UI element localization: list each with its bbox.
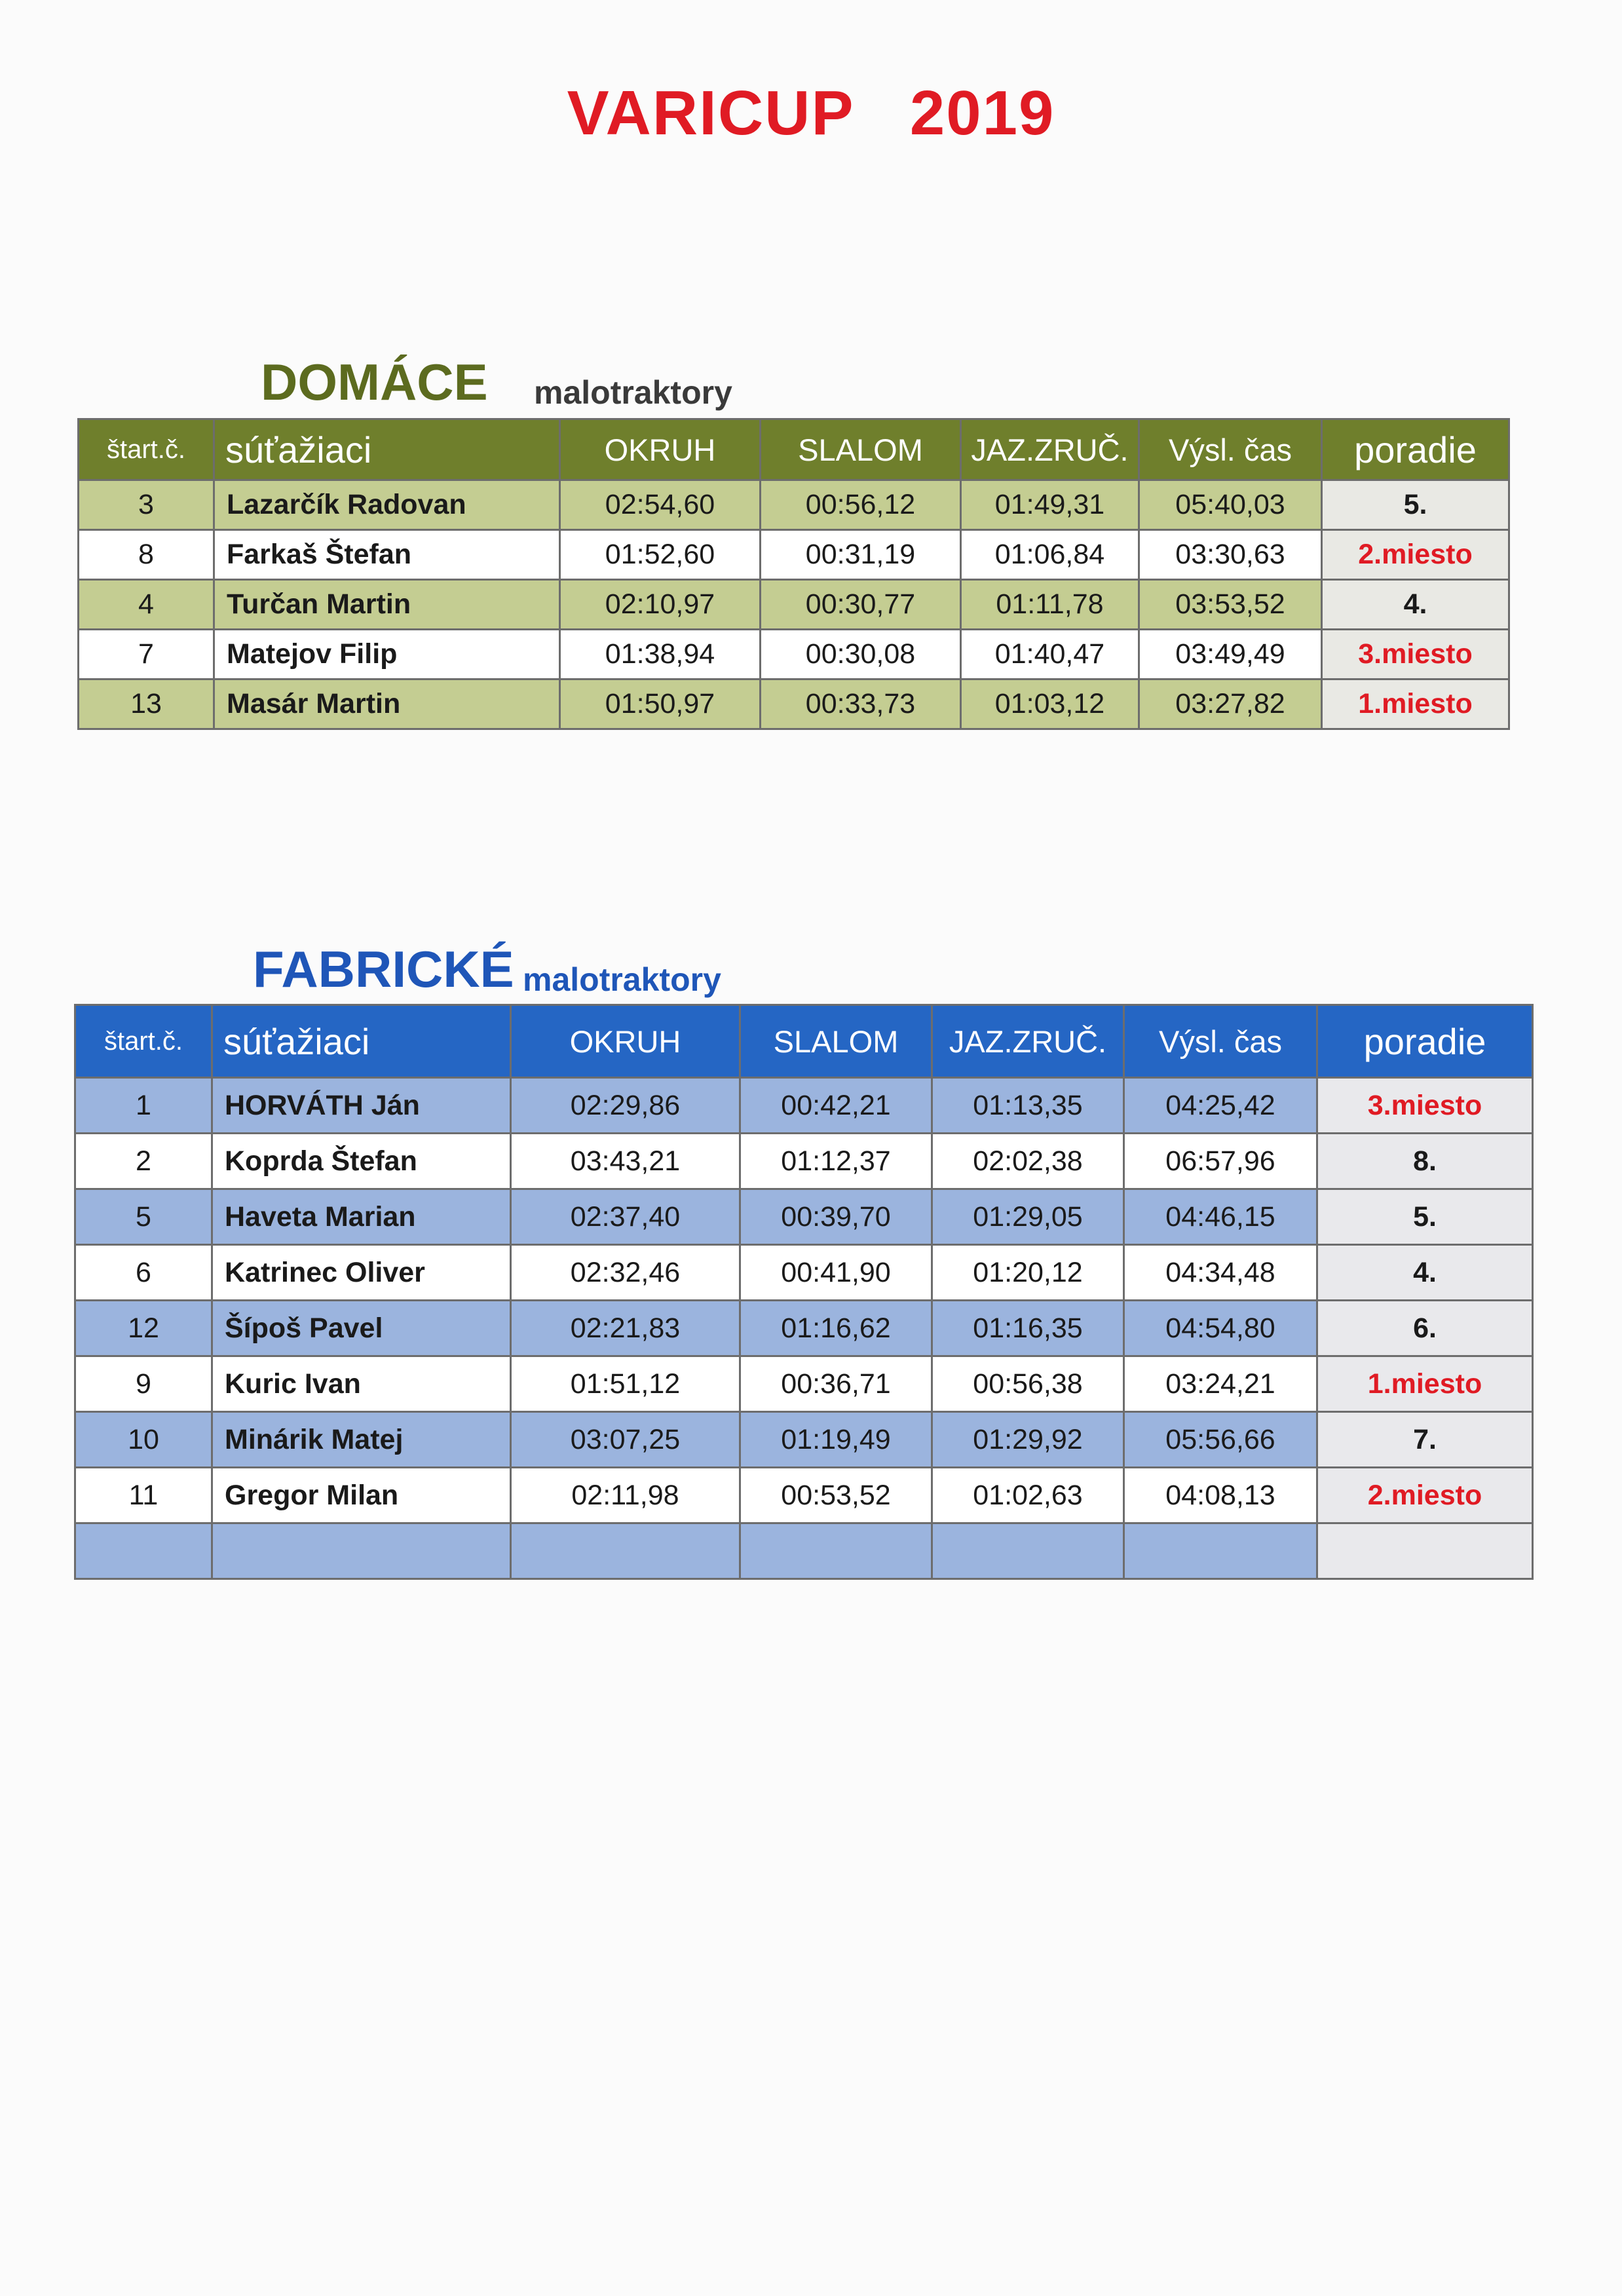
competitor-name-cell: Haveta Marian xyxy=(212,1189,511,1245)
competitor-name-cell: Gregor Milan xyxy=(212,1468,511,1523)
table-row xyxy=(79,630,1509,679)
total-time-cell: 03:53,52 xyxy=(1139,580,1322,630)
slalom-time-cell: 00:31,19 xyxy=(761,530,961,580)
jaz-zruc-time-cell: 01:20,12 xyxy=(932,1245,1124,1301)
jaz-zruc-time-cell: 01:02,63 xyxy=(932,1468,1124,1523)
jaz-zruc-time-cell: 01:16,35 xyxy=(932,1301,1124,1356)
table-row xyxy=(75,1301,1533,1356)
table-row xyxy=(75,1134,1533,1189)
rank-cell: 4. xyxy=(1322,580,1509,630)
table-row xyxy=(79,530,1509,580)
start-number-cell: 12 xyxy=(75,1301,212,1356)
total-time-cell: 05:40,03 xyxy=(1139,480,1322,530)
rank-cell: 5. xyxy=(1322,480,1509,530)
competitor-name-cell: Kuric Ivan xyxy=(212,1356,511,1412)
rank-cell: 1.miesto xyxy=(1322,679,1509,729)
slalom-time-cell: 00:53,52 xyxy=(740,1468,932,1523)
rank-cell: 5. xyxy=(1317,1189,1533,1245)
start-number-cell: 9 xyxy=(75,1356,212,1412)
jaz-zruc-time-cell: 01:13,35 xyxy=(932,1078,1124,1134)
okruh-time-cell: 02:54,60 xyxy=(560,480,761,530)
header-rank: poradie xyxy=(1322,419,1509,480)
total-time-cell xyxy=(1124,1523,1317,1579)
header-total-time: Výsl. čas xyxy=(1139,419,1322,480)
domace-table-body xyxy=(79,480,1509,729)
domace-results-table xyxy=(77,418,1510,730)
jaz-zruc-time-cell: 01:49,31 xyxy=(961,480,1139,530)
header-start-number: štart.č. xyxy=(75,1005,212,1078)
rank-cell xyxy=(1317,1523,1533,1579)
rank-cell: 8. xyxy=(1317,1134,1533,1189)
slalom-time-cell: 00:33,73 xyxy=(761,679,961,729)
competitor-name-cell: Farkaš Štefan xyxy=(214,530,560,580)
competitor-name-cell xyxy=(212,1523,511,1579)
header-slalom: SLALOM xyxy=(761,419,961,480)
rank-cell: 2.miesto xyxy=(1322,530,1509,580)
start-number-cell: 6 xyxy=(75,1245,212,1301)
start-number-cell: 11 xyxy=(75,1468,212,1523)
competitor-name-cell: HORVÁTH Ján xyxy=(212,1078,511,1134)
okruh-time-cell: 01:52,60 xyxy=(560,530,761,580)
rank-cell: 2.miesto xyxy=(1317,1468,1533,1523)
start-number-cell: 10 xyxy=(75,1412,212,1468)
header-okruh: OKRUH xyxy=(511,1005,740,1078)
slalom-time-cell: 00:56,12 xyxy=(761,480,961,530)
rank-cell: 4. xyxy=(1317,1245,1533,1301)
table-row xyxy=(75,1189,1533,1245)
header-competitors: súťažiaci xyxy=(212,1005,511,1078)
jaz-zruc-time-cell: 01:29,92 xyxy=(932,1412,1124,1468)
table-row xyxy=(75,1078,1533,1134)
jaz-zruc-time-cell: 01:03,12 xyxy=(961,679,1139,729)
okruh-time-cell: 02:11,98 xyxy=(511,1468,740,1523)
header-start-number: štart.č. xyxy=(79,419,214,480)
total-time-cell: 04:54,80 xyxy=(1124,1301,1317,1356)
slalom-time-cell: 00:39,70 xyxy=(740,1189,932,1245)
slalom-time-cell: 01:16,62 xyxy=(740,1301,932,1356)
start-number-cell: 13 xyxy=(79,679,214,729)
header-rank: poradie xyxy=(1317,1005,1533,1078)
slalom-time-cell: 00:30,77 xyxy=(761,580,961,630)
table-row xyxy=(75,1245,1533,1301)
start-number-cell: 5 xyxy=(75,1189,212,1245)
total-time-cell: 03:30,63 xyxy=(1139,530,1322,580)
slalom-time-cell: 00:36,71 xyxy=(740,1356,932,1412)
competitor-name-cell: Minárik Matej xyxy=(212,1412,511,1468)
table-row xyxy=(75,1356,1533,1412)
jaz-zruc-time-cell: 02:02,38 xyxy=(932,1134,1124,1189)
okruh-time-cell: 02:10,97 xyxy=(560,580,761,630)
rank-cell: 7. xyxy=(1317,1412,1533,1468)
slalom-time-cell: 01:12,37 xyxy=(740,1134,932,1189)
okruh-time-cell: 02:37,40 xyxy=(511,1189,740,1245)
slalom-time-cell: 00:42,21 xyxy=(740,1078,932,1134)
start-number-cell: 3 xyxy=(79,480,214,530)
competitor-name-cell: Katrinec Oliver xyxy=(212,1245,511,1301)
header-slalom: SLALOM xyxy=(740,1005,932,1078)
competitor-name-cell: Šípoš Pavel xyxy=(212,1301,511,1356)
start-number-cell: 2 xyxy=(75,1134,212,1189)
start-number-cell: 1 xyxy=(75,1078,212,1134)
rank-cell: 6. xyxy=(1317,1301,1533,1356)
fabricke-table-body xyxy=(75,1078,1533,1579)
table-row xyxy=(79,480,1509,530)
table-row xyxy=(75,1523,1533,1579)
start-number-cell: 7 xyxy=(79,630,214,679)
total-time-cell: 04:08,13 xyxy=(1124,1468,1317,1523)
slalom-time-cell: 00:30,08 xyxy=(761,630,961,679)
table-row xyxy=(75,1468,1533,1523)
competitor-name-cell: Matejov Filip xyxy=(214,630,560,679)
rank-cell: 3.miesto xyxy=(1322,630,1509,679)
jaz-zruc-time-cell: 01:29,05 xyxy=(932,1189,1124,1245)
okruh-time-cell xyxy=(511,1523,740,1579)
jaz-zruc-time-cell: 01:11,78 xyxy=(961,580,1139,630)
table-row xyxy=(75,1412,1533,1468)
fabricke-section-title: FABRICKÉ xyxy=(253,940,514,998)
okruh-time-cell: 02:21,83 xyxy=(511,1301,740,1356)
okruh-time-cell: 01:50,97 xyxy=(560,679,761,729)
table-header-row xyxy=(79,419,1509,480)
start-number-cell xyxy=(75,1523,212,1579)
jaz-zruc-time-cell: 00:56,38 xyxy=(932,1356,1124,1412)
domace-section-subtitle: malotraktory xyxy=(534,374,732,411)
table-header-row xyxy=(75,1005,1533,1078)
fabricke-section-subtitle: malotraktory xyxy=(523,961,721,998)
okruh-time-cell: 01:51,12 xyxy=(511,1356,740,1412)
competitor-name-cell: Turčan Martin xyxy=(214,580,560,630)
total-time-cell: 04:25,42 xyxy=(1124,1078,1317,1134)
header-competitors: súťažiaci xyxy=(214,419,560,480)
total-time-cell: 06:57,96 xyxy=(1124,1134,1317,1189)
page-title: VARICUP 2019 xyxy=(567,78,1055,148)
header-total-time: Výsl. čas xyxy=(1124,1005,1317,1078)
header-jaz-zruc: JAZ.ZRUČ. xyxy=(932,1005,1124,1078)
slalom-time-cell: 01:19,49 xyxy=(740,1412,932,1468)
total-time-cell: 03:24,21 xyxy=(1124,1356,1317,1412)
competitor-name-cell: Lazarčík Radovan xyxy=(214,480,560,530)
total-time-cell: 04:46,15 xyxy=(1124,1189,1317,1245)
header-jaz-zruc: JAZ.ZRUČ. xyxy=(961,419,1139,480)
okruh-time-cell: 03:43,21 xyxy=(511,1134,740,1189)
total-time-cell: 05:56,66 xyxy=(1124,1412,1317,1468)
start-number-cell: 8 xyxy=(79,530,214,580)
jaz-zruc-time-cell xyxy=(932,1523,1124,1579)
okruh-time-cell: 01:38,94 xyxy=(560,630,761,679)
total-time-cell: 03:27,82 xyxy=(1139,679,1322,729)
start-number-cell: 4 xyxy=(79,580,214,630)
okruh-time-cell: 02:29,86 xyxy=(511,1078,740,1134)
competitor-name-cell: Masár Martin xyxy=(214,679,560,729)
rank-cell: 1.miesto xyxy=(1317,1356,1533,1412)
okruh-time-cell: 02:32,46 xyxy=(511,1245,740,1301)
slalom-time-cell: 00:41,90 xyxy=(740,1245,932,1301)
total-time-cell: 04:34,48 xyxy=(1124,1245,1317,1301)
slalom-time-cell xyxy=(740,1523,932,1579)
table-row xyxy=(79,679,1509,729)
jaz-zruc-time-cell: 01:06,84 xyxy=(961,530,1139,580)
domace-section-title: DOMÁCE xyxy=(261,353,488,411)
okruh-time-cell: 03:07,25 xyxy=(511,1412,740,1468)
total-time-cell: 03:49,49 xyxy=(1139,630,1322,679)
competitor-name-cell: Koprda Štefan xyxy=(212,1134,511,1189)
rank-cell: 3.miesto xyxy=(1317,1078,1533,1134)
fabricke-results-table xyxy=(74,1004,1534,1580)
table-row xyxy=(79,580,1509,630)
header-okruh: OKRUH xyxy=(560,419,761,480)
jaz-zruc-time-cell: 01:40,47 xyxy=(961,630,1139,679)
